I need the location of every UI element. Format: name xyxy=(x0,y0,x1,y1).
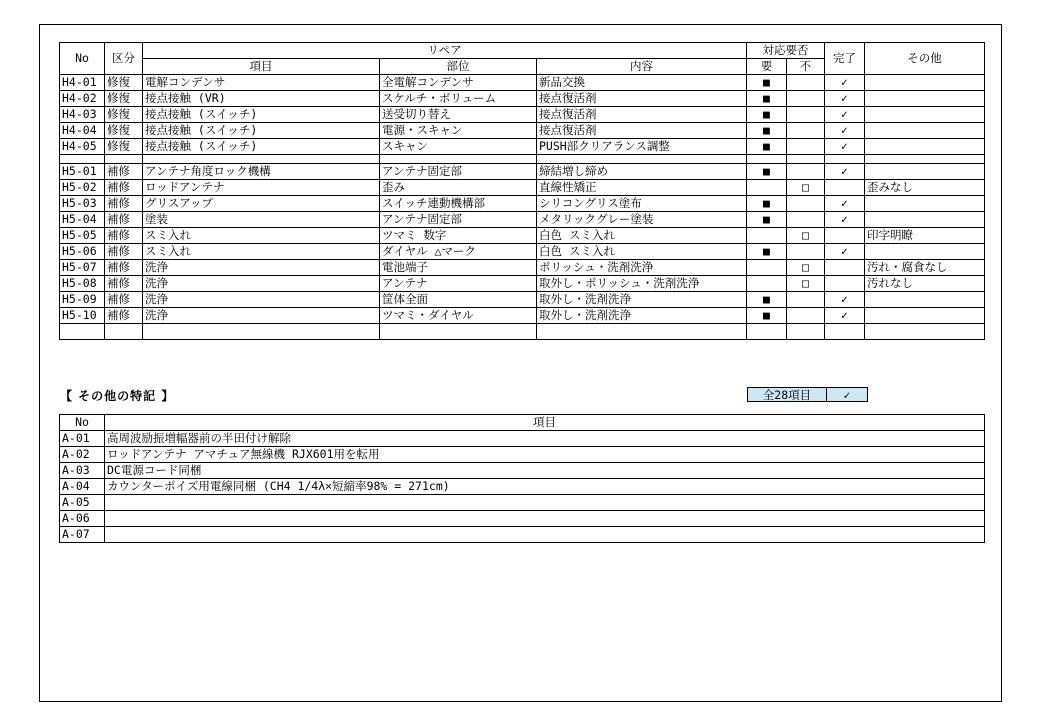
row-no: H4-04 xyxy=(60,123,105,139)
row-fu xyxy=(787,292,825,308)
gap-cell xyxy=(537,155,747,164)
total-label: 全28項目 xyxy=(747,387,827,402)
total-box xyxy=(747,387,868,402)
row-no: H5-05 xyxy=(60,228,105,244)
table-row xyxy=(60,276,985,292)
row-you: ■ xyxy=(747,196,787,212)
row-fu xyxy=(787,212,825,228)
row-you: ■ xyxy=(747,107,787,123)
notes-row-item: 高周波励振増幅器前の半田付け解除 xyxy=(105,431,985,447)
row-kubun: 修復 xyxy=(105,123,143,139)
row-content: 白色 スミ入れ xyxy=(537,228,747,244)
row-other: 汚れ・腐食なし xyxy=(865,260,985,276)
table-row xyxy=(60,308,985,324)
row-other xyxy=(865,139,985,155)
row-item: 接点接触 (VR) xyxy=(143,91,380,107)
row-part: アンテナ固定部 xyxy=(380,164,537,180)
notes-row-no: A-05 xyxy=(60,495,105,511)
row-you: ■ xyxy=(747,164,787,180)
row-other xyxy=(865,123,985,139)
row-kubun: 修復 xyxy=(105,91,143,107)
row-fu: □ xyxy=(787,276,825,292)
row-done: ✓ xyxy=(825,292,865,308)
total-check: ✓ xyxy=(827,387,868,402)
row-other xyxy=(865,292,985,308)
header-naiyou: 内容 xyxy=(537,59,747,75)
header-repair: リペア xyxy=(143,43,747,59)
notes-row xyxy=(60,527,985,543)
row-done: ✓ xyxy=(825,308,865,324)
row-other xyxy=(865,107,985,123)
row-done: ✓ xyxy=(825,212,865,228)
row-other: 印字明瞭 xyxy=(865,228,985,244)
row-content: 接点復活剤 xyxy=(537,91,747,107)
row-kubun xyxy=(105,324,143,340)
row-fu xyxy=(787,308,825,324)
row-you: ■ xyxy=(747,212,787,228)
notes-row-no: A-02 xyxy=(60,447,105,463)
row-other: 歪みなし xyxy=(865,180,985,196)
row-no: H5-10 xyxy=(60,308,105,324)
row-other: 汚れなし xyxy=(865,276,985,292)
table-row xyxy=(60,164,985,180)
notes-row xyxy=(60,463,985,479)
row-you: ■ xyxy=(747,139,787,155)
table-row xyxy=(60,292,985,308)
table-row xyxy=(60,324,985,340)
gap-cell xyxy=(787,155,825,164)
row-item: 接点接触 (スイッチ) xyxy=(143,107,380,123)
gap-cell xyxy=(143,155,380,164)
notes-row-no: A-07 xyxy=(60,527,105,543)
row-part: 送受切り替え xyxy=(380,107,537,123)
row-you: ■ xyxy=(747,75,787,91)
row-fu xyxy=(787,107,825,123)
notes-row-no: A-03 xyxy=(60,463,105,479)
table-row xyxy=(60,91,985,107)
notes-row-item: カウンターポイズ用電線同梱 (CH4 1/4λ×短縮率98% = 271cm) xyxy=(105,479,985,495)
row-done xyxy=(825,180,865,196)
row-content: 白色 スミ入れ xyxy=(537,244,747,260)
row-part: ダイヤル △マーク xyxy=(380,244,537,260)
row-part: 電池端子 xyxy=(380,260,537,276)
gap-cell xyxy=(747,155,787,164)
row-fu: □ xyxy=(787,228,825,244)
row-item xyxy=(143,324,380,340)
row-no xyxy=(60,324,105,340)
row-no: H4-03 xyxy=(60,107,105,123)
row-fu xyxy=(787,91,825,107)
row-done: ✓ xyxy=(825,107,865,123)
row-part: スケルチ・ボリューム xyxy=(380,91,537,107)
notes-table xyxy=(59,414,985,543)
header-fu: 不 xyxy=(787,59,825,75)
table-row xyxy=(60,180,985,196)
row-part: 歪み xyxy=(380,180,537,196)
header-kanryo: 完了 xyxy=(825,43,865,75)
notes-row-item xyxy=(105,527,985,543)
row-content xyxy=(537,324,747,340)
table-gap-row xyxy=(60,155,985,164)
header-bui: 部位 xyxy=(380,59,537,75)
row-content: 取外し・洗剤洗浄 xyxy=(537,292,747,308)
row-done xyxy=(825,228,865,244)
row-fu: □ xyxy=(787,260,825,276)
row-you xyxy=(747,260,787,276)
row-no: H4-05 xyxy=(60,139,105,155)
notes-row xyxy=(60,479,985,495)
row-fu xyxy=(787,324,825,340)
row-kubun: 補修 xyxy=(105,308,143,324)
row-you: ■ xyxy=(747,244,787,260)
row-item: ロッドアンテナ xyxy=(143,180,380,196)
row-other xyxy=(865,75,985,91)
row-content: 直線性矯正 xyxy=(537,180,747,196)
row-you: ■ xyxy=(747,123,787,139)
row-content: 接点復活剤 xyxy=(537,123,747,139)
row-item: 接点接触 (スイッチ) xyxy=(143,123,380,139)
row-item: 洗浄 xyxy=(143,308,380,324)
row-no: H5-02 xyxy=(60,180,105,196)
notes-row-no: A-06 xyxy=(60,511,105,527)
row-kubun: 補修 xyxy=(105,292,143,308)
row-content: 締結増し締め xyxy=(537,164,747,180)
row-fu xyxy=(787,123,825,139)
row-part: ツマミ 数字 xyxy=(380,228,537,244)
row-done: ✓ xyxy=(825,91,865,107)
notes-row xyxy=(60,447,985,463)
row-part: 電源・スキャン xyxy=(380,123,537,139)
gap-cell xyxy=(865,155,985,164)
table-row xyxy=(60,123,985,139)
row-fu xyxy=(787,139,825,155)
gap-cell xyxy=(380,155,537,164)
row-done xyxy=(825,260,865,276)
row-you: ■ xyxy=(747,308,787,324)
row-no: H4-01 xyxy=(60,75,105,91)
gap-cell xyxy=(825,155,865,164)
row-item: 洗浄 xyxy=(143,292,380,308)
row-other xyxy=(865,91,985,107)
row-kubun: 補修 xyxy=(105,164,143,180)
row-kubun: 補修 xyxy=(105,212,143,228)
row-kubun: 修復 xyxy=(105,139,143,155)
row-item: アンテナ角度ロック機構 xyxy=(143,164,380,180)
row-part: スキャン xyxy=(380,139,537,155)
notes-row-item xyxy=(105,511,985,527)
row-content: PUSH部クリアランス調整 xyxy=(537,139,747,155)
gap-cell xyxy=(105,155,143,164)
header-taiou: 対応要否 xyxy=(747,43,825,59)
row-kubun: 補修 xyxy=(105,276,143,292)
row-part: スイッチ連動機構部 xyxy=(380,196,537,212)
row-content: シリコングリス塗布 xyxy=(537,196,747,212)
notes-row-no: A-04 xyxy=(60,479,105,495)
notes-header-no: No xyxy=(60,415,105,431)
row-you xyxy=(747,228,787,244)
row-done: ✓ xyxy=(825,139,865,155)
row-no: H5-01 xyxy=(60,164,105,180)
row-you: ■ xyxy=(747,91,787,107)
row-done xyxy=(825,324,865,340)
row-content: ポリッシュ・洗剤洗浄 xyxy=(537,260,747,276)
row-item: 洗浄 xyxy=(143,260,380,276)
header-sonota: その他 xyxy=(865,43,985,75)
row-done: ✓ xyxy=(825,196,865,212)
notes-row-item: DC電源コード同梱 xyxy=(105,463,985,479)
row-fu: □ xyxy=(787,180,825,196)
table-row xyxy=(60,75,985,91)
row-you xyxy=(747,276,787,292)
row-done: ✓ xyxy=(825,123,865,139)
row-other xyxy=(865,196,985,212)
row-content: 取外し・ポリッシュ・洗剤洗浄 xyxy=(537,276,747,292)
notes-row xyxy=(60,431,985,447)
table-row xyxy=(60,244,985,260)
row-kubun: 補修 xyxy=(105,228,143,244)
row-you xyxy=(747,180,787,196)
notes-row xyxy=(60,495,985,511)
row-no: H5-03 xyxy=(60,196,105,212)
row-item: グリスアップ xyxy=(143,196,380,212)
row-fu xyxy=(787,244,825,260)
row-fu xyxy=(787,75,825,91)
row-kubun: 補修 xyxy=(105,260,143,276)
row-no: H5-09 xyxy=(60,292,105,308)
row-fu xyxy=(787,164,825,180)
notes-row xyxy=(60,511,985,527)
row-done: ✓ xyxy=(825,244,865,260)
gap-cell xyxy=(60,155,105,164)
notes-header-item: 項目 xyxy=(105,415,985,431)
row-other xyxy=(865,324,985,340)
row-part: ツマミ・ダイヤル xyxy=(380,308,537,324)
header-kubun: 区分 xyxy=(105,43,143,75)
row-other xyxy=(865,212,985,228)
header-you: 要 xyxy=(747,59,787,75)
row-done: ✓ xyxy=(825,75,865,91)
notes-row-item: ロッドアンテナ アマチュア無線機 RJX601用を転用 xyxy=(105,447,985,463)
repair-body xyxy=(60,75,985,340)
row-no: H5-06 xyxy=(60,244,105,260)
table-row xyxy=(60,212,985,228)
notes-row-no: A-01 xyxy=(60,431,105,447)
row-no: H5-07 xyxy=(60,260,105,276)
row-item: スミ入れ xyxy=(143,228,380,244)
notes-row-item xyxy=(105,495,985,511)
table-row xyxy=(60,260,985,276)
notes-body xyxy=(60,431,985,543)
row-content: 取外し・洗剤洗浄 xyxy=(537,308,747,324)
row-content: メタリックグレー塗装 xyxy=(537,212,747,228)
row-content: 接点復活剤 xyxy=(537,107,747,123)
row-kubun: 修復 xyxy=(105,107,143,123)
row-part: 全電解コンデンサ xyxy=(380,75,537,91)
notes-section-title: 【 その他の特記 】 xyxy=(60,389,175,403)
row-item: 接点接触 (スイッチ) xyxy=(143,139,380,155)
row-part: アンテナ固定部 xyxy=(380,212,537,228)
row-part: 筐体全面 xyxy=(380,292,537,308)
row-fu xyxy=(787,196,825,212)
row-part: アンテナ xyxy=(380,276,537,292)
row-no: H5-08 xyxy=(60,276,105,292)
row-you: ■ xyxy=(747,292,787,308)
row-content: 新品交換 xyxy=(537,75,747,91)
table-row xyxy=(60,107,985,123)
row-item: 洗浄 xyxy=(143,276,380,292)
row-kubun: 補修 xyxy=(105,244,143,260)
header-no: No xyxy=(60,43,105,75)
row-other xyxy=(865,164,985,180)
row-part xyxy=(380,324,537,340)
row-you xyxy=(747,324,787,340)
row-no: H5-04 xyxy=(60,212,105,228)
row-item: 塗装 xyxy=(143,212,380,228)
table-row xyxy=(60,139,985,155)
table-row xyxy=(60,196,985,212)
row-kubun: 修復 xyxy=(105,75,143,91)
row-kubun: 補修 xyxy=(105,196,143,212)
table-row xyxy=(60,228,985,244)
row-item: 電解コンデンサ xyxy=(143,75,380,91)
row-kubun: 補修 xyxy=(105,180,143,196)
row-other xyxy=(865,308,985,324)
row-item: スミ入れ xyxy=(143,244,380,260)
repair-table xyxy=(59,42,985,340)
row-done: ✓ xyxy=(825,164,865,180)
header-koumoku: 項目 xyxy=(143,59,380,75)
row-done xyxy=(825,276,865,292)
row-no: H4-02 xyxy=(60,91,105,107)
row-other xyxy=(865,244,985,260)
